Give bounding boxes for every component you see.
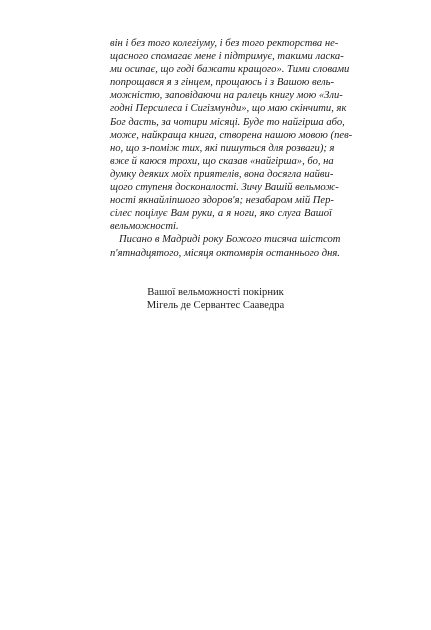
text-line: щасного спомагає мене і підтримує, такими ласка- <box>110 51 344 63</box>
signature-block <box>0 286 431 312</box>
dedication-text <box>110 37 353 260</box>
text-line: ми осипає, що годі бажати кращого». Тими словами <box>110 64 350 76</box>
text-line: Писано в Мадриді року Божого тисяча шістсот <box>119 234 341 246</box>
text-line: годні Персилеса і Сигізмунди», що маю скінчити, як <box>110 103 347 115</box>
text-line: вже й каюся трохи, що сказав «найгірша», бо, на <box>110 155 334 167</box>
text-line: Бог дасть, за чотири місяці. Буде то найгірша або, <box>110 116 345 128</box>
text-line: щого ступеня досконалості. Зичу Вашій вельмож- <box>110 182 339 194</box>
text-line: думку деяких моїх приятелів, вона досягла найви- <box>110 168 334 180</box>
text-line: но, що з-поміж тих, які пишуться для розваги); я <box>110 142 335 154</box>
signature-closing: Вашої вельможності покірник <box>147 287 284 298</box>
signature-author: Мігель де Сервантес Сааведра <box>146 300 285 311</box>
text-line: попрощався я з гінцем, прощаюсь і з Вашою вель- <box>110 77 335 89</box>
text-line: ності якнайліпшого здоров'я; незабаром мій Пер- <box>110 195 334 207</box>
text-line: може, найкраща книга, створена нашою мовою (пев- <box>110 129 353 141</box>
paragraph-2 <box>110 233 341 259</box>
text-line: він і без того колегіуму, і без того ректорства не- <box>110 38 339 49</box>
text-line: можністю, заповідаючи на ралець книгу мою «Зли- <box>110 90 343 102</box>
text-line: сілес поцілує Вам руки, а я ноги, яко слуга Вашої <box>110 208 332 220</box>
text-line: п'ятнадцятого, місяця октомврія останнього дня. <box>110 247 340 259</box>
text-line: вельможності. <box>110 221 179 233</box>
paragraph-1 <box>110 37 353 233</box>
